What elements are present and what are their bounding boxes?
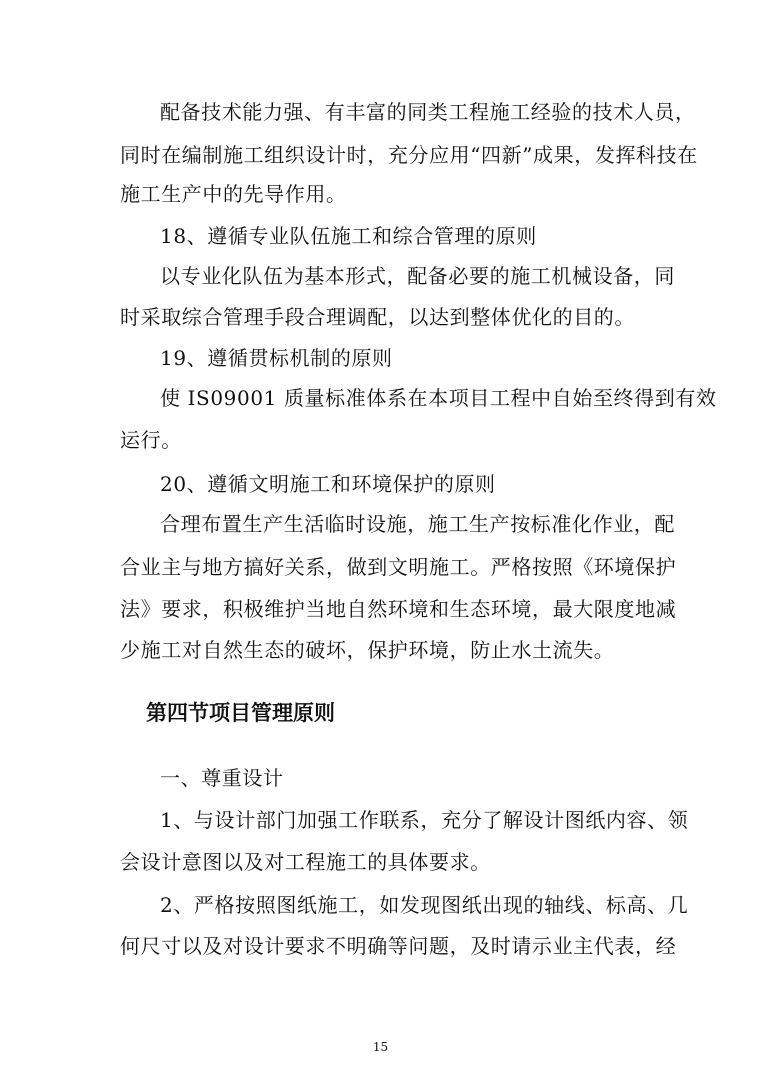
- subsection-heading: 一、尊重设计: [160, 766, 284, 790]
- paragraph-line: 配备技术能力强、有丰富的同类工程施工经验的技术人员，: [160, 100, 696, 124]
- paragraph-line: 少施工对自然生态的破坏，保护环境，防止水土流失。: [120, 638, 615, 662]
- paragraph-line: 运行。: [120, 428, 182, 452]
- page-number: 15: [372, 1040, 389, 1054]
- item-heading: 20、遵循文明施工和环境保护的原则: [160, 472, 496, 496]
- paragraph-line: 会设计意图以及对工程施工的具体要求。: [120, 850, 491, 874]
- paragraph-line: 2、严格按照图纸施工，如发现图纸出现的轴线、标高、几: [160, 893, 689, 917]
- paragraph-line: 使 IS09001 质量标准体系在本项目工程中自始至终得到有效: [160, 386, 717, 410]
- paragraph-line: 何尺寸以及对设计要求不明确等问题，及时请示业主代表，经: [120, 934, 677, 958]
- paragraph-line: 以专业化队伍为基本形式，配备必要的施工机械设备，同: [160, 264, 675, 288]
- paragraph-line: 施工生产中的先导作用。: [120, 182, 347, 206]
- item-heading: 18、遵循专业队伍施工和综合管理的原则: [160, 224, 537, 248]
- paragraph-line: 合业主与地方搞好关系，做到文明施工。严格按照《环境保护: [120, 555, 677, 579]
- paragraph-line: 合理布置生产生活临时设施，施工生产按标准化作业，配: [160, 512, 675, 536]
- section-heading: 第四节项目管理原则: [146, 701, 335, 725]
- paragraph-line: 法》要求，积极维护当地自然环境和生态环境，最大限度地减: [120, 597, 677, 621]
- paragraph-line: 1、与设计部门加强工作联系，充分了解设计图纸内容、领: [160, 808, 689, 832]
- paragraph-line: 同时在编制施工组织设计时，充分应用“四新”成果，发挥科技在: [120, 143, 698, 167]
- item-heading: 19、遵循贯标机制的原则: [160, 346, 393, 370]
- paragraph-line: 时采取综合管理手段合理调配，以达到整体优化的目的。: [120, 305, 635, 329]
